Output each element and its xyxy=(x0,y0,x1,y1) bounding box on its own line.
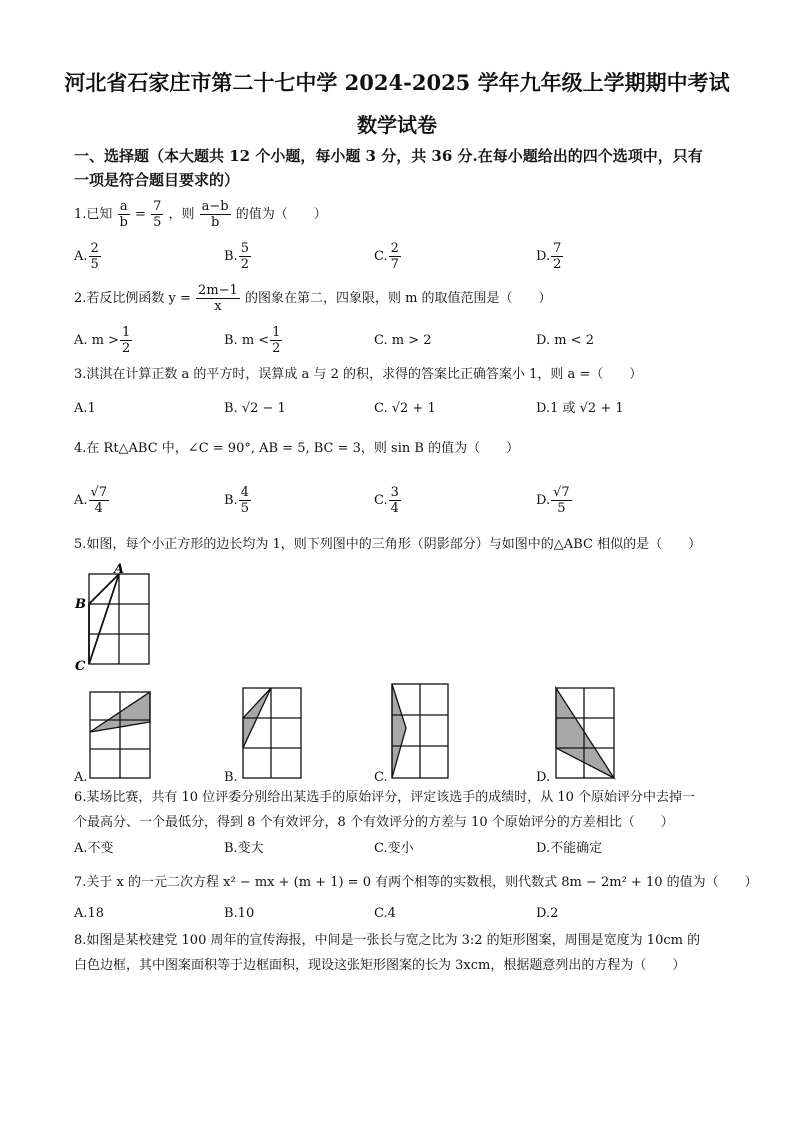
q5-option-d[interactable]: D. xyxy=(536,770,551,785)
q2-option-c[interactable]: C. m > 2 xyxy=(374,333,432,348)
q3-option-c[interactable]: C. √2 + 1 xyxy=(374,401,436,416)
fraction: $\frac{7}{5}$ xyxy=(153,199,162,230)
q4-option-a[interactable]: A. $\frac{√7}{4}$ xyxy=(74,485,108,516)
q1-prefix: 1.已知 xyxy=(74,207,113,222)
q5-option-c-figure[interactable] xyxy=(390,682,450,780)
q2-option-d[interactable]: D. m < 2 xyxy=(536,333,594,348)
q4-option-b[interactable]: B. $\frac{4}{5}$ xyxy=(224,485,249,516)
question-5-stem: 5.如图，每个小正方形的边长均为 1，则下列图中的三角形（阴影部分）与如图中的△ABC 相似的是（ ） xyxy=(74,537,702,552)
label-a: A xyxy=(114,562,125,577)
q3-option-a[interactable]: A.1 xyxy=(74,401,96,416)
q4-option-c[interactable]: C. $\frac{3}{4}$ xyxy=(374,485,399,516)
question-7-stem: 7.关于 x 的一元二次方程 x² − mx + (m + 1) = 0 有两个相等的实数根，则代数式 8m − 2m² + 10 的值为（ ） xyxy=(74,875,758,890)
q5-option-a-figure[interactable] xyxy=(88,690,152,780)
fraction: $\frac{2m-1}{x}$ xyxy=(198,283,238,314)
section-heading-cont: 一项是符合题目要求的） xyxy=(74,171,240,189)
question-8-stem-cont: 白色边框，其中图案面积等于边框面积，现设这张矩形图案的长为 3xcm，根据题意列出的方程为（ ） xyxy=(74,958,686,973)
q6-option-a[interactable]: A.不变 xyxy=(74,841,114,856)
q1-option-c[interactable]: C. $\frac{2}{7}$ xyxy=(374,241,399,272)
q2-option-b[interactable]: B. m < $\frac{1}{2}$ xyxy=(224,325,281,356)
q3-option-d[interactable]: D.1 或 √2 + 1 xyxy=(536,401,624,416)
question-1-stem: 1.已知 $\frac{a}{b}$ = $\frac{7}{5}$ ，则 $\frac{a-b}{b}$ 的值为（ ） xyxy=(74,199,327,230)
q1-option-b[interactable]: B. $\frac{5}{2}$ xyxy=(224,241,249,272)
q5-option-b-figure[interactable] xyxy=(241,686,303,780)
section-heading: 一、选择题（本大题共 12 个小题，每小题 3 分，共 36 分.在每小题给出的四个选项中，只有 xyxy=(74,147,703,165)
question-6-stem-cont: 个最高分、一个最低分，得到 8 个有效评分，8 个有效评分的方差与 10 个原始评分的方差相比（ ） xyxy=(74,815,674,830)
q7-option-d[interactable]: D.2 xyxy=(536,906,559,921)
question-8-stem: 8.如图是某校建党 100 周年的宣传海报，中间是一张长与宽之比为 3:2 的矩形图案，周围是宽度为 10cm 的 xyxy=(74,933,701,948)
page-title: 河北省石家庄市第二十七中学 2024-2025 学年九年级上学期期中考试 xyxy=(64,70,730,95)
fraction: $\frac{a-b}{b}$ xyxy=(201,199,229,230)
q5-option-d-figure[interactable] xyxy=(554,686,616,780)
question-6-stem: 6.某场比赛，共有 10 位评委分别给出某选手的原始评分，评定该选手的成绩时，从 10 个原始评分中去掉一 xyxy=(74,790,696,805)
q4-option-d[interactable]: D. $\frac{√7}{5}$ xyxy=(536,485,570,516)
label-c: C xyxy=(75,659,86,674)
question-3-stem: 3.淇淇在计算正数 a 的平方时，误算成 a 与 2 的积，求得的答案比正确答案小 1，则 a =（ ） xyxy=(74,367,643,382)
q5-option-c[interactable]: C. xyxy=(374,770,388,785)
q7-option-c[interactable]: C.4 xyxy=(374,906,396,921)
q6-option-c[interactable]: C.变小 xyxy=(374,841,414,856)
q5-option-b[interactable]: B. xyxy=(224,770,238,785)
page-subtitle: 数学试卷 xyxy=(357,113,437,137)
q7-option-b[interactable]: B.10 xyxy=(224,906,255,921)
q6-option-d[interactable]: D.不能确定 xyxy=(536,841,603,856)
q1-option-a[interactable]: A. $\frac{2}{5}$ xyxy=(74,241,99,272)
triangle-abc-grid-figure xyxy=(72,562,162,674)
q3-option-b[interactable]: B. √2 − 1 xyxy=(224,401,286,416)
question-2-stem: 2.若反比例函数 y = $\frac{2m-1}{x}$ 的图象在第二，四象限，则 m 的取值范围是（ ） xyxy=(74,283,552,314)
q7-option-a[interactable]: A.18 xyxy=(74,906,105,921)
question-4-stem: 4.在 Rt△ABC 中，∠C = 90°, AB = 5, BC = 3，则 sin B 的值为（ ） xyxy=(74,441,520,456)
fraction: $\frac{a}{b}$ xyxy=(119,199,128,230)
q1-option-d[interactable]: D. $\frac{7}{2}$ xyxy=(536,241,562,272)
label-b: B xyxy=(75,597,86,612)
q6-option-b[interactable]: B.变大 xyxy=(224,841,264,856)
q5-option-a[interactable]: A. xyxy=(74,770,88,785)
q2-option-a[interactable]: A. m > $\frac{1}{2}$ xyxy=(74,325,131,356)
